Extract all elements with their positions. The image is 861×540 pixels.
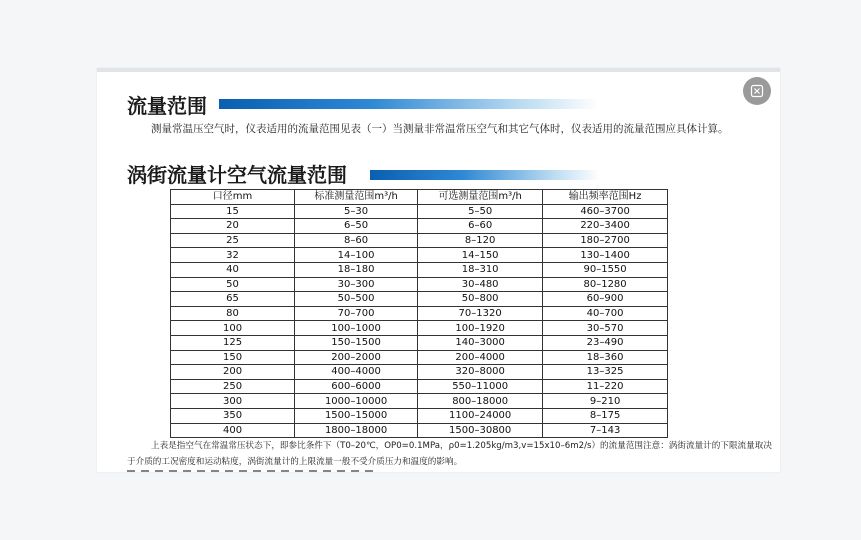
section-title-air-flow-range: 涡街流量计空气流量范围 bbox=[127, 163, 347, 187]
footnote-paragraph: 上表是指空气在常温常压状态下，即参比条件下（T0–20℃，OP0=0.1MPa，ρ0=1.205kg/m3,v=15x10–6m2/s）的流量范围注意：涡街流量计的下限流量取决于介质的工况密度和运动粘度，涡街流量计的上限流量一般不受介质压力和温度的影响。 bbox=[127, 441, 772, 467]
title-decoration-bar-2 bbox=[370, 170, 600, 180]
table-row bbox=[171, 365, 668, 380]
table-row bbox=[171, 423, 668, 438]
table-header-row bbox=[171, 190, 668, 205]
table-cell: 50–500 bbox=[295, 292, 418, 307]
table-cell: 14–100 bbox=[295, 248, 418, 263]
table-row bbox=[171, 262, 668, 277]
table-row bbox=[171, 292, 668, 307]
table-cell: 50 bbox=[171, 277, 295, 292]
table-cell: 320–8000 bbox=[418, 365, 543, 380]
table-cell: 200–4000 bbox=[418, 350, 543, 365]
table-row bbox=[171, 350, 668, 365]
table-row bbox=[171, 277, 668, 292]
table-cell: 18–180 bbox=[295, 262, 418, 277]
table-cell: 65 bbox=[171, 292, 295, 307]
table-cell: 70–1320 bbox=[418, 306, 543, 321]
table-cell: 400 bbox=[171, 423, 295, 438]
table-cell: 180–2700 bbox=[543, 233, 668, 248]
table-row bbox=[171, 248, 668, 263]
cut-off-text-line bbox=[127, 470, 377, 472]
table-cell: 80–1280 bbox=[543, 277, 668, 292]
table-cell: 140–3000 bbox=[418, 335, 543, 350]
table-cell: 550–11000 bbox=[418, 379, 543, 394]
table-cell: 25 bbox=[171, 233, 295, 248]
table-cell: 200–2000 bbox=[295, 350, 418, 365]
table-cell: 11–220 bbox=[543, 379, 668, 394]
table-cell: 150 bbox=[171, 350, 295, 365]
table-cell: 9–210 bbox=[543, 394, 668, 409]
table-row bbox=[171, 306, 668, 321]
table-cell: 130–1400 bbox=[543, 248, 668, 263]
table-cell: 20 bbox=[171, 219, 295, 234]
table-cell: 1000–10000 bbox=[295, 394, 418, 409]
table-cell: 460–3700 bbox=[543, 204, 668, 219]
close-icon bbox=[750, 84, 764, 98]
table-cell: 100–1000 bbox=[295, 321, 418, 336]
table-row bbox=[171, 321, 668, 336]
table-cell: 7–143 bbox=[543, 423, 668, 438]
table-cell: 30–480 bbox=[418, 277, 543, 292]
table-cell: 70–700 bbox=[295, 306, 418, 321]
section-title-flow-range: 流量范围 bbox=[127, 94, 207, 118]
table-row bbox=[171, 379, 668, 394]
table-cell: 400–4000 bbox=[295, 365, 418, 380]
table-cell: 18–360 bbox=[543, 350, 668, 365]
table-cell: 200 bbox=[171, 365, 295, 380]
table-cell: 8–60 bbox=[295, 233, 418, 248]
table-cell: 32 bbox=[171, 248, 295, 263]
table-cell: 30–300 bbox=[295, 277, 418, 292]
table-cell: 40–700 bbox=[543, 306, 668, 321]
table-cell: 90–1550 bbox=[543, 262, 668, 277]
table-cell: 1100–24000 bbox=[418, 408, 543, 423]
table-row bbox=[171, 233, 668, 248]
table-row bbox=[171, 408, 668, 423]
table-row bbox=[171, 394, 668, 409]
close-button[interactable] bbox=[743, 77, 771, 105]
table-cell: 1800–18000 bbox=[295, 423, 418, 438]
table-row bbox=[171, 335, 668, 350]
table-row bbox=[171, 219, 668, 234]
table-cell: 40 bbox=[171, 262, 295, 277]
table-cell: 23–490 bbox=[543, 335, 668, 350]
table-cell: 6–60 bbox=[418, 219, 543, 234]
table-cell: 80 bbox=[171, 306, 295, 321]
column-header-standard-range: 标准测量范围m³/h bbox=[295, 190, 418, 205]
table-cell: 125 bbox=[171, 335, 295, 350]
table-cell: 100–1920 bbox=[418, 321, 543, 336]
table-cell: 50–800 bbox=[418, 292, 543, 307]
table-cell: 100 bbox=[171, 321, 295, 336]
table-cell: 8–120 bbox=[418, 233, 543, 248]
intro-paragraph: 测量常温压空气时，仪表适用的流量范围见表（一）当测量非常温常压空气和其它气体时，仪表适用的流量范围应具体计算。 bbox=[151, 123, 729, 135]
table-row bbox=[171, 204, 668, 219]
table-cell: 5–50 bbox=[418, 204, 543, 219]
table-cell: 6–50 bbox=[295, 219, 418, 234]
table-cell: 250 bbox=[171, 379, 295, 394]
table-cell: 1500–30800 bbox=[418, 423, 543, 438]
table-cell: 13–325 bbox=[543, 365, 668, 380]
table-cell: 14–150 bbox=[418, 248, 543, 263]
table-cell: 220–3400 bbox=[543, 219, 668, 234]
table-cell: 8–175 bbox=[543, 408, 668, 423]
table-cell: 30–570 bbox=[543, 321, 668, 336]
table-cell: 300 bbox=[171, 394, 295, 409]
document-viewer bbox=[97, 68, 780, 472]
column-header-frequency-range: 输出频率范围Hz bbox=[543, 190, 668, 205]
table-cell: 15 bbox=[171, 204, 295, 219]
table-cell: 800–18000 bbox=[418, 394, 543, 409]
table-cell: 60–900 bbox=[543, 292, 668, 307]
column-header-optional-range: 可选测量范围m³/h bbox=[418, 190, 543, 205]
table-cell: 600–6000 bbox=[295, 379, 418, 394]
title-decoration-bar bbox=[219, 99, 599, 109]
table-cell: 5–30 bbox=[295, 204, 418, 219]
column-header-diameter: 口径mm bbox=[171, 190, 295, 205]
flow-range-table bbox=[170, 189, 668, 438]
table-cell: 150–1500 bbox=[295, 335, 418, 350]
table-cell: 350 bbox=[171, 408, 295, 423]
table-cell: 18–310 bbox=[418, 262, 543, 277]
table-cell: 1500–15000 bbox=[295, 408, 418, 423]
